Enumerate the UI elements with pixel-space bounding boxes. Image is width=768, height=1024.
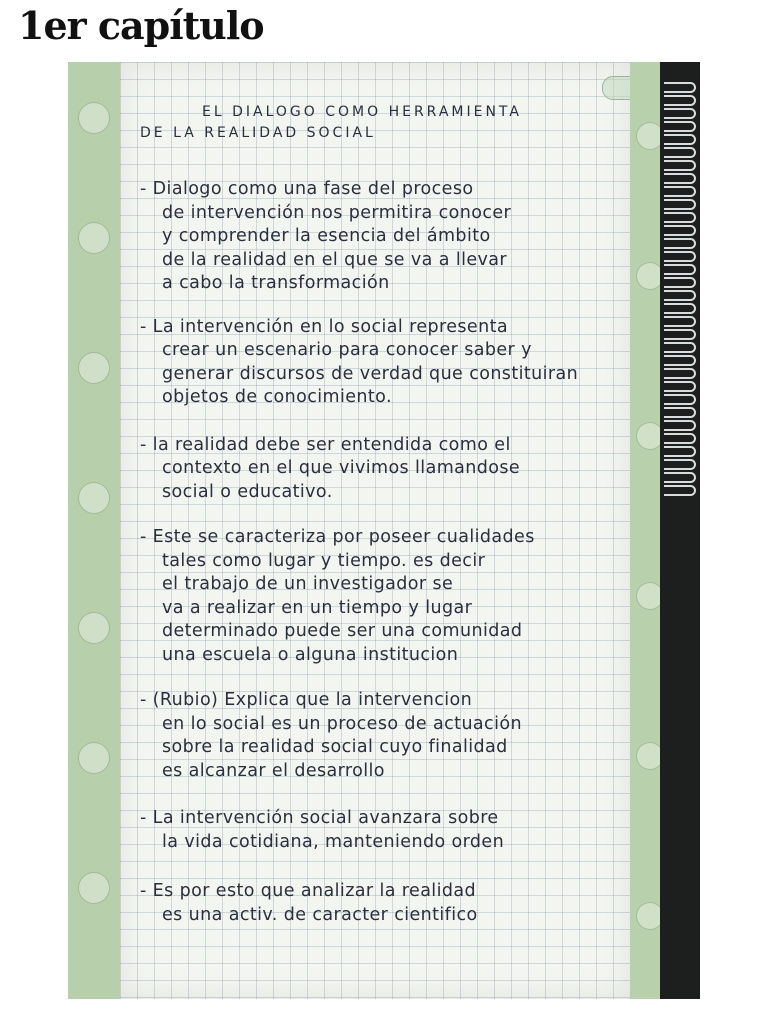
spiral-ring bbox=[664, 121, 696, 132]
spiral-ring bbox=[664, 433, 696, 444]
note-line: - Dialogo como una fase del proceso bbox=[140, 179, 474, 199]
note-line: - Es por esto que analizar la realidad bbox=[140, 881, 476, 901]
spiral-ring bbox=[664, 472, 696, 483]
spiral-ring bbox=[664, 329, 696, 340]
spiral-ring bbox=[664, 82, 696, 93]
note-line: es una activ. de caracter cientifico bbox=[162, 904, 478, 925]
note-line: una escuela o alguna institucion bbox=[162, 644, 459, 665]
note-line: el trabajo de un investigador se bbox=[162, 574, 454, 594]
spiral-ring bbox=[664, 108, 696, 119]
note-line: a cabo la transformación bbox=[162, 273, 390, 293]
spiral-ring bbox=[664, 199, 696, 210]
list-item bbox=[140, 434, 620, 505]
handwritten-notes bbox=[140, 102, 620, 927]
spiral-ring bbox=[664, 186, 696, 197]
note-line: tales como lugar y tiempo. es decir bbox=[162, 550, 486, 571]
spiral-ring bbox=[664, 160, 696, 171]
list-item bbox=[140, 178, 620, 296]
spiral-ring bbox=[664, 95, 696, 106]
note-line: determinado puede ser una comunidad bbox=[162, 621, 523, 641]
decor-icon bbox=[78, 872, 110, 904]
note-line: en lo social es un proceso de actuación bbox=[162, 713, 522, 734]
page-heading: 1er capítulo bbox=[18, 3, 264, 48]
note-title-line: DE LA REALIDAD SOCIAL bbox=[140, 125, 376, 141]
note-line: de intervención nos permitira conocer bbox=[162, 202, 512, 223]
note-line: generar discursos de verdad que constituiran bbox=[162, 363, 579, 384]
note-line: objetos de conocimiento. bbox=[162, 387, 392, 407]
notebook-photo bbox=[68, 62, 700, 999]
note-line: va a realizar en un tiempo y lugar bbox=[162, 597, 473, 618]
list-item bbox=[140, 689, 620, 783]
spiral-ring bbox=[664, 238, 696, 249]
list-item bbox=[140, 526, 620, 667]
note-line: contexto en el que vivimos llamandose bbox=[162, 458, 521, 478]
spiral-ring bbox=[664, 264, 696, 275]
spiral-ring bbox=[664, 485, 696, 496]
decor-icon bbox=[78, 482, 110, 514]
note-title-line: EL DIALOGO COMO HERRAMIENTA bbox=[202, 104, 522, 120]
spiral-ring bbox=[664, 173, 696, 184]
spiral-ring bbox=[664, 446, 696, 457]
spiral-ring bbox=[664, 342, 696, 353]
decor-icon bbox=[78, 742, 110, 774]
list-item bbox=[140, 807, 620, 854]
note-line: crear un escenario para conocer saber y bbox=[162, 340, 532, 360]
decor-icon bbox=[78, 102, 110, 134]
note-line: sobre la realidad social cuyo finalidad bbox=[162, 737, 508, 757]
spiral-ring bbox=[664, 134, 696, 145]
note-line: - La intervención social avanzara sobre bbox=[140, 808, 499, 828]
spiral-binding bbox=[660, 62, 700, 999]
decor-icon bbox=[78, 352, 110, 384]
note-line: es alcanzar el desarrollo bbox=[162, 760, 385, 781]
list-item bbox=[140, 316, 620, 410]
note-line: y comprender la esencia del ámbito bbox=[162, 226, 491, 246]
decor-icon bbox=[78, 222, 110, 254]
spiral-ring bbox=[664, 316, 696, 327]
note-line: - (Rubio) Explica que la intervencion bbox=[140, 690, 473, 710]
note-line: la vida cotidiana, manteniendo orden bbox=[162, 831, 505, 852]
spiral-ring bbox=[664, 420, 696, 431]
spiral-ring bbox=[664, 225, 696, 236]
spiral-ring bbox=[664, 394, 696, 405]
left-margin-strip bbox=[68, 62, 120, 999]
spiral-ring bbox=[664, 381, 696, 392]
note-line: - La intervención en lo social representa bbox=[140, 316, 508, 337]
note-line: social o educativo. bbox=[162, 481, 333, 502]
decor-icon bbox=[78, 612, 110, 644]
spiral-ring bbox=[664, 277, 696, 288]
spiral-ring bbox=[664, 355, 696, 366]
spiral-ring bbox=[664, 459, 696, 470]
note-line: - la realidad debe ser entendida como el bbox=[140, 434, 511, 455]
spiral-ring bbox=[664, 368, 696, 379]
spiral-ring bbox=[664, 407, 696, 418]
spiral-ring bbox=[664, 251, 696, 262]
note-line: de la realidad en el que se va a llevar bbox=[162, 249, 507, 270]
spiral-ring bbox=[664, 303, 696, 314]
list-item bbox=[140, 880, 620, 927]
spiral-ring bbox=[664, 290, 696, 301]
spiral-ring bbox=[664, 212, 696, 223]
note-line: - Este se caracteriza por poseer cualidades bbox=[140, 527, 535, 547]
spiral-ring bbox=[664, 147, 696, 158]
